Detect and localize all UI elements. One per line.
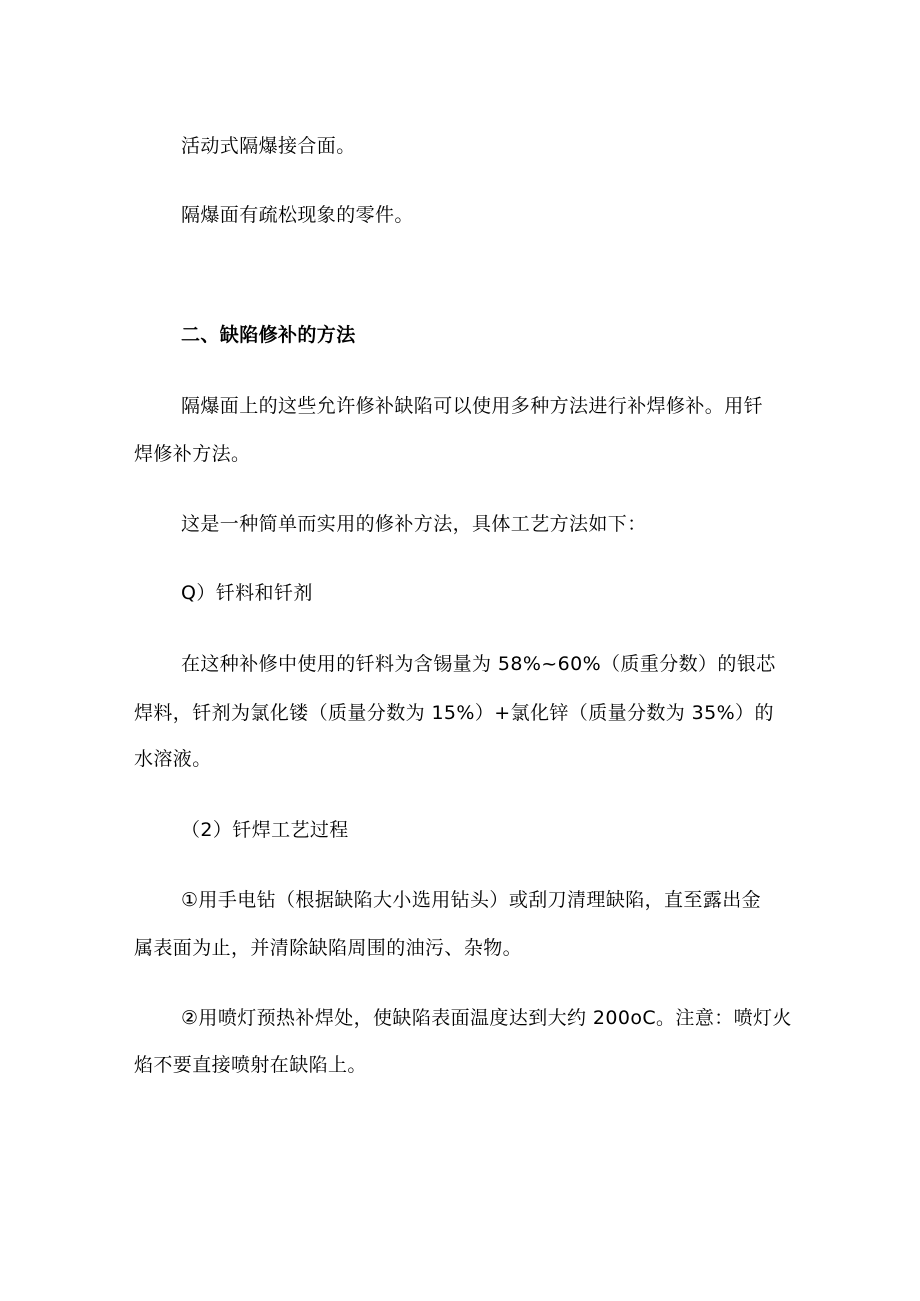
section-heading: 二、缺陷修补的方法 bbox=[181, 324, 356, 346]
subheading: （2）钎焊工艺过程 bbox=[181, 819, 349, 841]
paragraph-line: 焊修补方法。 bbox=[134, 443, 251, 465]
paragraph-line: ①用手电钻（根据缺陷大小选用钻头）或刮刀清理缺陷，直至露出金 bbox=[181, 889, 762, 911]
paragraph-line: 这是一种简单而实用的修补方法，具体工艺方法如下： bbox=[181, 513, 647, 535]
paragraph-line: 焰不要直接喷射在缺陷上。 bbox=[134, 1054, 367, 1076]
paragraph-line: 属表面为止，并清除缺陷周围的油污、杂物。 bbox=[134, 937, 523, 959]
paragraph-line: 水溶液。 bbox=[134, 748, 212, 770]
subheading: Q）钎料和钎剂 bbox=[181, 582, 313, 604]
paragraph-line: 隔爆面上的这些允许修补缺陷可以使用多种方法进行补焊修补。用钎 bbox=[181, 395, 764, 417]
paragraph-line: ②用喷灯预热补焊处，使缺陷表面温度达到大约 200oC。注意：喷灯火 bbox=[181, 1007, 792, 1029]
paragraph-line: 在这种补修中使用的钎料为含锡量为 58%~60%（质重分数）的银芯 bbox=[181, 653, 776, 675]
paragraph-line: 活动式隔爆接合面。 bbox=[181, 135, 356, 157]
paragraph-line: 焊料，钎剂为氯化镂（质量分数为 15%）+氯化锌（质量分数为 35%）的 bbox=[134, 702, 774, 724]
paragraph-line: 隔爆面有疏松现象的零件。 bbox=[181, 204, 414, 226]
